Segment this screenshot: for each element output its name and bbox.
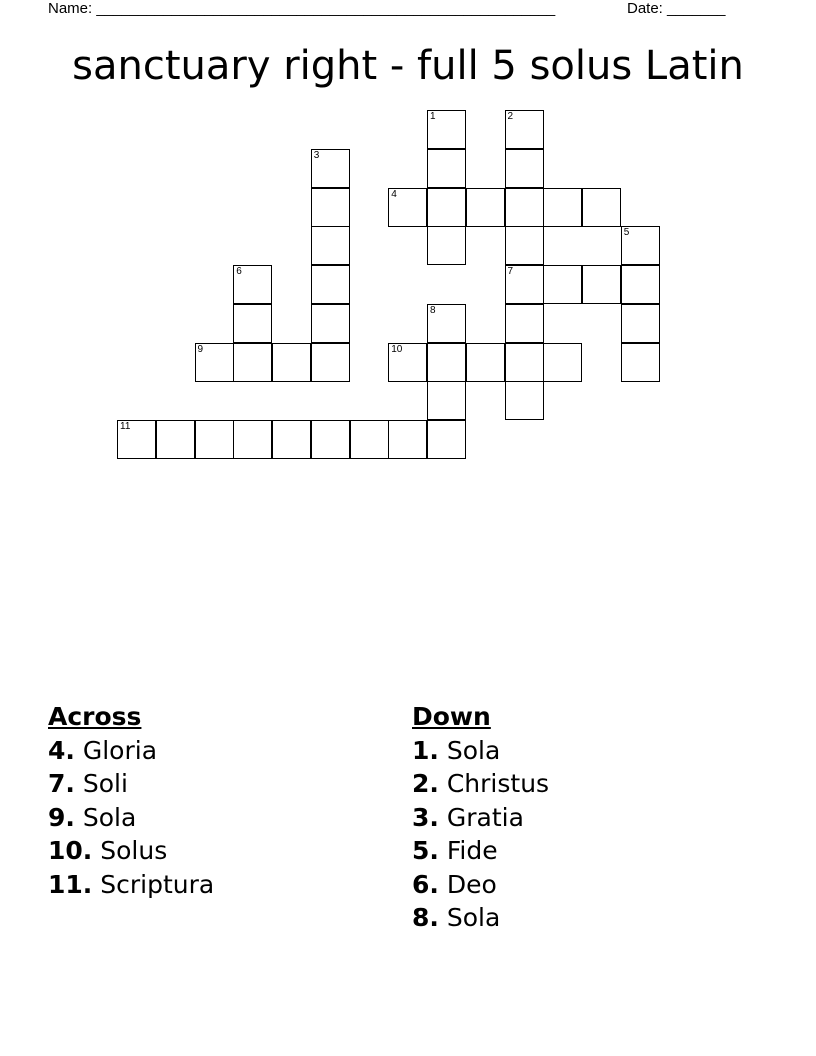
grid-cell[interactable] <box>427 381 466 420</box>
cell-number: 10 <box>391 343 403 355</box>
grid-cell[interactable] <box>388 343 427 382</box>
grid-cell[interactable] <box>505 381 544 420</box>
grid-cell[interactable] <box>272 343 311 382</box>
grid-cell[interactable] <box>466 343 505 382</box>
grid-cell[interactable] <box>311 149 350 188</box>
cell-number: 11 <box>120 421 131 432</box>
grid-cell[interactable] <box>505 188 544 227</box>
clue-text: Christus <box>438 769 550 798</box>
clue-item <box>412 901 772 935</box>
down-heading: Down <box>412 702 491 731</box>
grid-cell[interactable] <box>505 265 544 304</box>
cell-number: 2 <box>507 111 514 122</box>
grid-cell[interactable] <box>311 188 350 227</box>
clue-item <box>48 734 378 768</box>
grid-cell[interactable] <box>621 265 660 304</box>
clue-text: Fide <box>438 836 498 865</box>
clue-text: Deo <box>438 869 497 899</box>
clue-text: Sola <box>438 735 501 765</box>
grid-cell[interactable] <box>272 420 311 459</box>
grid-cell[interactable] <box>233 420 272 459</box>
grid-cell[interactable] <box>311 420 350 459</box>
clue-text: Soli <box>74 769 128 798</box>
clue-number: 8. <box>412 903 439 932</box>
grid-cell[interactable] <box>311 304 350 343</box>
date-label: Date: _______ <box>627 0 726 17</box>
grid-cell[interactable] <box>233 343 272 382</box>
grid-cell[interactable] <box>195 343 234 382</box>
clue-item <box>48 767 378 801</box>
clue-text: Sola <box>74 802 137 832</box>
clue-number: 7. <box>48 769 75 798</box>
across-clues <box>48 700 378 901</box>
clue-number: 11. <box>48 869 93 899</box>
across-heading: Across <box>48 702 142 731</box>
clue-number: 2. <box>412 769 439 798</box>
clue-number: 1. <box>412 735 439 765</box>
clue-item <box>48 834 378 868</box>
down-clues <box>412 700 772 935</box>
cell-number: 6 <box>236 266 242 277</box>
clue-number: 3. <box>412 802 439 832</box>
grid-cell[interactable] <box>233 304 272 343</box>
cell-number: 5 <box>623 227 630 239</box>
grid-cell[interactable] <box>427 343 466 382</box>
clue-item <box>48 801 378 835</box>
grid-cell[interactable] <box>466 188 505 227</box>
grid-cell[interactable] <box>505 226 544 265</box>
across-clue-list <box>48 734 378 902</box>
grid-cell[interactable] <box>621 304 660 343</box>
grid-cell[interactable] <box>427 304 466 343</box>
grid-cell[interactable] <box>582 188 621 227</box>
cell-number: 7 <box>507 266 514 277</box>
cell-number: 4 <box>391 188 397 200</box>
cell-number: 1 <box>430 111 436 122</box>
clue-number: 10. <box>48 836 93 865</box>
grid-cell[interactable] <box>543 343 582 382</box>
clue-item <box>48 868 378 902</box>
clue-number: 4. <box>48 735 75 765</box>
clue-text: Scriptura <box>92 869 215 899</box>
grid-cell[interactable] <box>543 188 582 227</box>
clue-number: 6. <box>412 869 439 899</box>
grid-cell[interactable] <box>427 226 466 265</box>
clue-number: 9. <box>48 802 75 832</box>
grid-cell[interactable] <box>505 304 544 343</box>
grid-cell[interactable] <box>388 188 427 227</box>
grid-cell[interactable] <box>505 343 544 382</box>
clue-item <box>412 734 772 768</box>
grid-cell[interactable] <box>582 265 621 304</box>
clue-text: Gratia <box>438 802 524 832</box>
clue-text: Sola <box>438 903 501 932</box>
grid-cell[interactable] <box>505 110 544 149</box>
grid-cell[interactable] <box>156 420 195 459</box>
grid-cell[interactable] <box>311 226 350 265</box>
crossword-grid <box>0 0 816 480</box>
grid-cell[interactable] <box>233 265 272 304</box>
clue-text: Gloria <box>74 735 158 765</box>
cell-number: 8 <box>430 304 436 316</box>
grid-cell[interactable] <box>543 265 582 304</box>
down-clue-list <box>412 734 772 935</box>
grid-cell[interactable] <box>427 420 466 459</box>
clue-item <box>412 801 772 835</box>
grid-cell[interactable] <box>505 149 544 188</box>
cell-number: 9 <box>197 343 204 355</box>
clue-item <box>412 834 772 868</box>
clue-item <box>412 868 772 902</box>
name-label: Name: _______________________________________________________ <box>48 0 556 17</box>
grid-cell[interactable] <box>427 149 466 188</box>
page-title: sanctuary right - full 5 solus Latin <box>72 43 744 89</box>
grid-cell[interactable] <box>388 420 427 459</box>
grid-cell[interactable] <box>350 420 389 459</box>
clue-item <box>412 767 772 801</box>
grid-cell[interactable] <box>621 343 660 382</box>
grid-cell[interactable] <box>427 188 466 227</box>
grid-cell[interactable] <box>427 110 466 149</box>
grid-cell[interactable] <box>621 226 660 265</box>
clue-text: Solus <box>92 836 168 865</box>
cell-number: 3 <box>313 149 320 161</box>
grid-cell[interactable] <box>195 420 234 459</box>
grid-cell[interactable] <box>117 420 156 459</box>
grid-cell[interactable] <box>311 265 350 304</box>
grid-cell[interactable] <box>311 343 350 382</box>
clue-number: 5. <box>412 836 439 865</box>
